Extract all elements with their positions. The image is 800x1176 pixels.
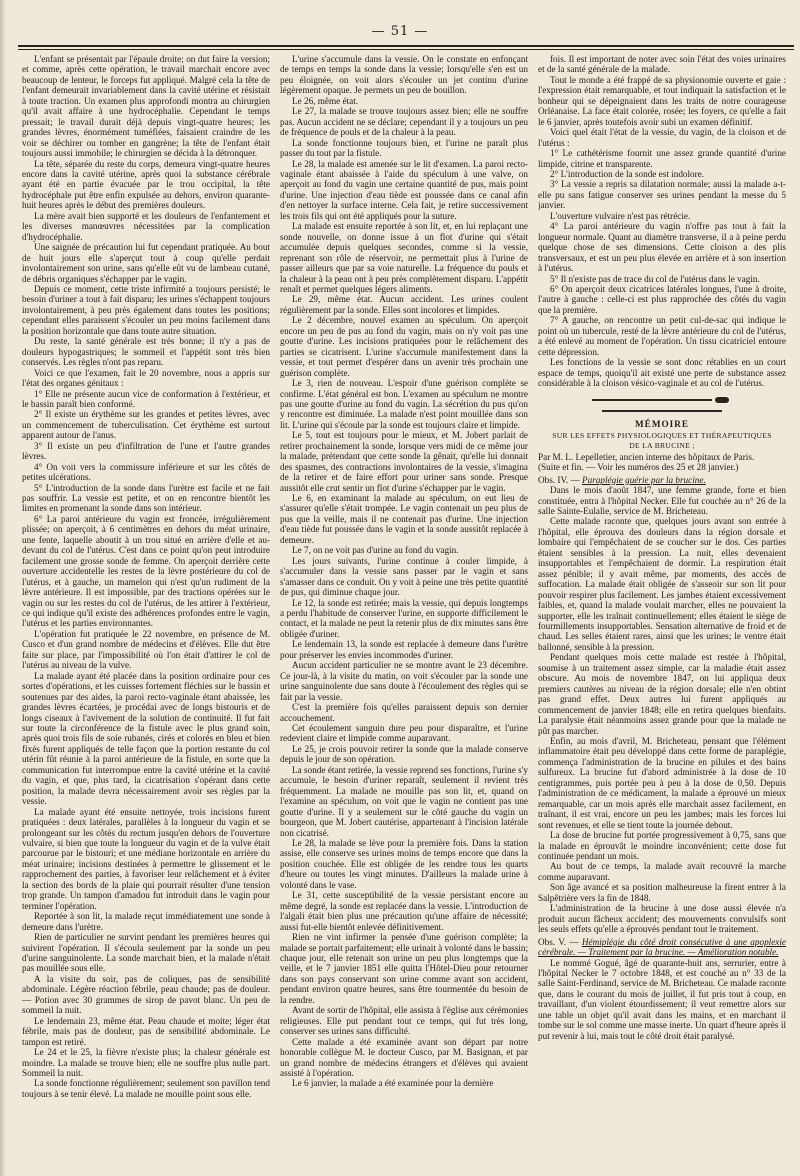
observation-label: Obs. V. —: [538, 936, 579, 947]
observation-4-heading: [538, 475, 786, 485]
paragraph: La sonde fonctionne régulièrement; seulement son pavillon tend toujours à se tenir élevé. La malade ne mouille point sous elle.: [22, 1078, 270, 1099]
paragraph: Au bout de ce temps, la malade avait recouvré la marche comme auparavant.: [538, 861, 786, 882]
paragraph: Le 29, même état. Aucun accident. Les urines coulent régulièrement par la sonde. Elles sont incolores et limpides.: [280, 294, 528, 315]
memoir-author: Par M. L. Lepelletier, ancien interne des hôpitaux de Paris.: [538, 451, 755, 462]
paragraph: C'est la première fois qu'elles paraissent depuis son dernier accouchement.: [280, 702, 528, 723]
paragraph: Enfin, au mois d'avril, M. Bricheteau, pensant que l'élément inflammatoire était peu développé dans cette forme de paraplégie, commença l'administration de la brucine en pilules et des bains sulfureux. La brucine fut d'abord administrée à la dose de 10 centigrammes, puis portée peu à peu à la dose de 0,50. Depuis l'administration de ce médicament, la malade a éprouvé un mieux remarquable, car un mois après elle marchait assez facilement, en traînant, il est vrai, encore un peu les jambes; mais les forces lui sont revenues, et elle se tient toute la journée debout.: [538, 736, 786, 830]
column-1: [22, 54, 270, 1164]
column-2: [280, 54, 528, 1164]
paragraph: La mère avait bien supporté et les douleurs de l'enfantement et les diverses manœuvres nécessitées par la complication d'hydrocéphalie.: [22, 210, 270, 242]
paragraph: 4° On voit vers la commissure inférieure et sur les côtés de petites ulcérations.: [22, 461, 270, 483]
paragraph: 5° Il n'existe pas de trace du col de l'utérus dans le vagin.: [550, 273, 760, 284]
paragraph: Le 27, la malade se trouve toujours assez bien; elle ne souffre pas. Aucun accident ne se déclare; cependant il y a toujours un peu de fréquence de pouls et de la chaleur à la peau.: [280, 106, 528, 138]
paragraph: Depuis ce moment, cette triste infirmité a toujours persisté; le besoin d'uriner a tout à fait disparu; les urines s'échappent toujours involontairement, à peu près également dans toutes les positions; cependant elles paraissent s'écouler un peu moins facilement dans la position horizontale que dans toute autre situation.: [22, 283, 270, 336]
paragraph: Le 28, la malade se lève pour la première fois. Dans la station assise, elle conserve ses urines moins de temps encore que dans la position couchée. Elle est obligée de les rendre tous les quarts d'heure ou toutes les vingt minutes. D'ailleurs la malade urine à volonté dans le vase.: [280, 837, 528, 890]
paragraph: 5° L'introduction de la sonde dans l'urètre est facile et ne fait pas souffrir. La vessie est petite, et on en rencontre bientôt les limites en promenant la sonde dans son intérieur.: [22, 482, 270, 514]
paragraph: Voici ce que l'examen, fait le 20 novembre, nous a appris sur l'état des organes génitaux :: [22, 367, 270, 389]
paragraph: 2° Il existe un érythème sur les grandes et petites lèvres, avec un commencement de tuberculisation. Cet érythème est surtout apparent autour de l'anus.: [22, 409, 270, 441]
paragraph: Le 31, cette susceptibilité de la vessie persistant encore au même degré, la sonde est replacée dans la vessie. L'introduction de l'algali était bien plus une précaution qu'une affaire de nécessité; aussi fut-elle bientôt enlevée définitivement.: [280, 890, 528, 932]
paragraph: Reportée à son lit, la malade reçut immédiatement une sonde à demeure dans l'urètre.: [22, 911, 270, 932]
paragraph: Le 3, rien de nouveau. L'espoir d'une guérison complète se confirme. L'état général est bon. L'examen au spéculum ne montre pas une goutte d'urine au fond du vagin. La sécrétion du pus qu'on y rencontre est diminuée. La malade n'est point mouillée dans son lit. L'urine qui s'écoule par la sonde est toujours claire et limpide.: [280, 378, 528, 430]
paragraph: Le 7, on ne voit pas d'urine au fond du vagin.: [292, 545, 459, 556]
paragraph: Tout le monde a été frappé de sa physionomie ouverte et gaie : l'expression était remarquable, et tout indiquait la satisfaction et le bonheur qui se dépeignaient dans les traits de notre courageuse Orléanaise. La face était colorée, rosée; les foyers, ce qu'elle a fait le 6 janvier, après toutefois avoir subi un examen définitif.: [538, 74, 786, 127]
paragraph: Le 25, je crois pouvoir retirer la sonde que la malade conserve depuis le jour de son opération.: [280, 743, 528, 765]
paragraph: Une saignée de précaution lui fut cependant pratiquée. Au bout de huit jours elle s'aperçut tout à coup qu'elle perdait involontairement son urine, sans qu'elle eût vu de lambeau cutané, de débris organiques s'échapper par le vagin.: [22, 242, 270, 284]
paragraph: Le lendemain 23, même état. Peau chaude et moite; léger état fébrile, mais pas de douleur, pas de sensibilité abdominale. Le tampon est retiré.: [22, 1015, 270, 1047]
paragraph: Rien de particulier ne survint pendant les premières heures qui suivirent l'opération. Il s'écoula seulement par la sonde un peu d'urine sanguinolente. La sonde marchait bien, et la malade n'était pas mouillée sous elle.: [22, 932, 270, 974]
paragraph: 1° Le cathétérisme fournit une assez grande quantité d'urine limpide, citrine et transparente.: [538, 148, 786, 169]
paragraph: Avant de sortir de l'hôpital, elle assista à l'église aux cérémonies religieuses. Elle put pendant tout ce temps, qui fut très long, conserver ses urines sans difficulté.: [280, 1005, 528, 1037]
paragraph: 3° La vessie a repris sa dilatation normale; aussi la malade a-t-elle pu sans fatigue conserver ses urines pendant la messe du 5 janvier.: [538, 179, 786, 211]
paragraph: Cette malade raconte que, quelques jours avant son entrée à l'hôpital, elle éprouva des douleurs dans la région dorsale et lombaire qui l'empêchaient de se coucher sur le dos. Ces parties étaient sensibles à la pression. La nuit, elles devenaient insupportables et l'empêchaient de dormir. La respiration était assez pénible; il y avait même, par moments, des accès de suffocation. La malade était obligée de s'asseoir sur son lit pour pouvoir respirer plus facilement. Les jambes étaient excessivement faibles, et, quand la malade voulait marcher, elles ne pouvaient la supporter, elle les traînait continuellement; elles étaient le siège de fourmillements insupportables. Sensation alternative de froid et de chaud. Les selles étaient rares, ainsi que les urines; le ventre était ballonné, sensible à la pression.: [538, 516, 786, 652]
paragraph: A la visite du soir, pas de coliques, pas de sensibilité abdominale. Légère réaction fébrile, peau chaude; pas de douleur. — Potion avec 30 grammes de sirop de pavot blanc. Un peu de sommeil la nuit.: [22, 973, 270, 1016]
header-rule: [18, 45, 794, 47]
memoir-subtitle-2: DE LA BRUCINE ;: [629, 441, 695, 451]
paragraph: 3° Il existe un peu d'infiltration de l'une et l'autre grandes lèvres.: [22, 440, 270, 462]
page-number: — 51 —: [371, 24, 429, 39]
observation-5-heading: [538, 937, 786, 958]
paragraph: 1° Elle ne présente aucun vice de conformation à l'extérieur, et le bassin paraît bien conformé.: [22, 388, 270, 409]
observation-title: Hémiplégie du côté droit consécutive à une apoplexie cérébrale. — Traitement par la brucine. — Amélioration notable.: [538, 936, 786, 958]
paragraph: Le 5, tout est toujours pour le mieux, et M. Jobert parlait de retirer prochainement la sonde, lorsque vers midi de ce même jour la malade, prétendant que cette sonde la gênait, qu'elle lui donnait des spasmes, des contractions involontaires de la vessie, s'imagina de la retirer et de faire effort pour uriner sans sonde. Presque aussitôt elle crut sentir un flot d'urine s'échapper par le vagin.: [280, 430, 528, 493]
paragraph: La malade ayant été ensuite nettoyée, trois incisions furent pratiquées : deux latérales, parallèles à la longueur du vagin et se prolongeant sur les côtés du rectum jusqu'en dehors de l'ouverture vulvaire, si bien que toute la longueur du vagin et de la vulve était parcourue par le bistouri; et une médiane horizontale en arrière du méat urinaire; incisions destinées à permettre le glissement et le rapprochement des parties, à favoriser leur relâchement et à éviter la section des bords de la plaie qui pourrait résulter d'une tension trop grande. Un tampon d'amadou fut introduit dans le vagin pour terminer l'opération.: [22, 806, 270, 911]
paragraph: 4° La paroi antérieure du vagin n'offre pas tout à fait la longueur normale. Quant au diamètre transverse, il a à peine perdu quelque chose de ses dimensions. Cette cloison a des plis transversaux, et est un peu plus élevée en arrière et à son insertion à l'utérus.: [538, 221, 786, 274]
memoir-continuation-note: (Suite et fin. — Voir les numéros des 25 et 28 janvier.): [538, 462, 739, 473]
paragraph: Rien ne vint infirmer la pensée d'une guérison complète; la malade se portait parfaitement; elle urinait à volonté dans le bassin; chaque jour, elle retenait son urine un peu plus longtemps que la veille, et le 7 janvier 1851 elle quitta l'Hôtel-Dieu pour retourner dans son pays conservant son urine comme avant son accident, pendant environ quatre heures, sans être tourmentée du besoin de la rendre.: [280, 932, 528, 1005]
paragraph: L'enfant se présentait par l'épaule droite; on dut faire la version; et comme, après cette opération, le travail marchait encore avec beaucoup de lenteur, le forceps fut appliqué. Malgré cela la tête de l'enfant demeurait invariablement dans la cavité utérine et résistait à toute traction. Un examen plus approfondi montra au chirurgien qu'il avait affaire à une hydrocéphalie. Cependant le temps pressait; le travail durait déjà depuis vingt-quatre heures; les grandes lèvres, énormément tuméfiées, faisaient craindre de les voir se déchirer ou tomber en gangrène; la tête de l'enfant était toujours aussi immobile; le chirurgien se décida à la détronquer.: [22, 54, 270, 159]
paragraph: Le 24 et le 25, la fièvre n'existe plus; la chaleur générale est moindre. La malade se trouve bien; elle ne souffre plus nulle part. Sommeil la nuit.: [22, 1047, 270, 1078]
page-binding-edge: [0, 0, 6, 1176]
paragraph: 7° A gauche, on rencontre un petit cul-de-sac qui indique le point où un tubercule, resté de la lèvre antérieure du col de l'utérus, a été enlevé au moment de l'opération. Un tissu cicatriciel entoure cette dépression.: [538, 315, 786, 357]
paragraph: Les jours suivants, l'urine continue à couler limpide, à s'accumuler dans la vessie sans passer par le vagin et sans s'amasser dans ce conduit. On y voit à peine une très petite quantité de pus, qui diminue chaque jour.: [280, 555, 528, 598]
paragraph: Les fonctions de la vessie se sont donc rétablies en un court espace de temps, quoiqu'il ait existé une perte de substance assez considérable à la cloison vésico-vaginale et au col de l'utérus.: [538, 357, 786, 389]
paragraph: La sonde étant retirée, la vessie reprend ses fonctions, l'urine s'y accumule, le besoin d'uriner reparaît, seulement il revient très fréquemment. La malade ne mouille pas son lit, et, quand on l'examine au spéculum, on voit que le vagin ne contient pas une goutte d'urine. Il y a seulement sur le côté gauche du vagin un bourgeon, que M. Jobert cautérise, appartenant à l'incision latérale non cicatrisé.: [280, 764, 528, 838]
paragraph: L'urine s'accumule dans la vessie. On le constate en enfonçant de temps en temps la sonde dans la vessie; lorsqu'elle s'en est un peu éloignée, on voit alors s'écouler un jet continu d'urine légèrement opaque. Je permets un peu de bouillon.: [280, 54, 528, 96]
paragraph: Cet écoulement sanguin dure peu pour disparaître, et l'urine redevient claire et limpide comme auparavant.: [280, 723, 528, 744]
paragraph: Le 12, la sonde est retirée; mais la vessie, qui depuis longtemps a perdu l'habitude de conserver l'urine, en supporte difficilement le contact, et la malade ne peut la retenir plus de dix minutes sans être obligée d'uriner.: [280, 597, 528, 639]
paragraph: La tête, séparée du reste du corps, demeura vingt-quatre heures encore dans la cavité utérine, après quoi la substance cérébrale ayant été en partie évacuée par le trou occipital, la tête hydrocéphale put être enfin expulsée au dehors, environ quarante-huit heures après le début des premières douleurs.: [22, 158, 270, 211]
paragraph: La sonde fonctionne toujours bien, et l'urine ne paraît plus passer du tout par la fistule.: [280, 137, 528, 159]
paragraph: Le lendemain 13, la sonde est replacée à demeure dans l'urètre pour préserver les envies incommodes d'uriner.: [280, 639, 528, 660]
observation-label: Obs. IV. —: [538, 474, 580, 485]
case-conclusion: [538, 54, 786, 389]
paragraph: Son âge avancé et sa position malheureuse la firent entrer à la Salpêtrière vers la fin de 1848.: [538, 882, 786, 903]
paragraph: La malade est ensuite reportée à son lit, et, en lui replaçant une sonde nouvelle, on donne issue à un flot d'urine qui s'était accumulée depuis quelques secondes, comme si la vessie, reprenant son rôle de réservoir, ne permettait plus à l'urine de passer ailleurs que par sa voie naturelle. La fréquence du pouls et la chaleur à la peau ont à peu près complètement disparu. L'appétit renaît et permet quelques légers aliments.: [280, 221, 528, 294]
paragraph: Le 26, même état.: [292, 95, 359, 106]
memoir-title: MÉMOIRE: [635, 419, 689, 430]
paragraph: 6° On aperçoit deux cicatrices latérales longues, l'une à droite, l'autre à gauche : celle-ci est plus rapprochée des côtés du vagin que la première.: [538, 283, 786, 315]
paragraph: Du reste, la santé générale est très bonne; il n'y a pas de douleurs hypogastriques; le sommeil et l'appétit sont très bien conservés. Les règles n'ont pas reparu.: [22, 336, 270, 368]
paragraph: Cette malade a été examinée avant son départ par notre honorable collègue M. le docteur Cusco, par M. Basignan, et par un grand nombre de médecins étrangers et d'élèves qui avaient assisté à l'opération.: [280, 1036, 528, 1078]
paragraph: La dose de brucine fut portée progressivement à 0,75, sans que la malade en éprouvât le moindre inconvénient; cette dose fut continuée pendant un mois.: [538, 830, 786, 861]
paragraph: Le nommé Gogué, âgé de quarante-huit ans, serrurier, entre à l'hôpital Necker le 7 octobre 1848, et est couché au n° 33 de la salle Saint-Ferdinand, service de M. Bricheteau. Ce malade raconte que, dans le courant du mois de juillet, il fut pris tout à coup, en travaillant, d'un violent étourdissement; il veut remettre alors sur une table un objet qu'il avait dans les mains, et en marchant il tombe sur le sol comme une masse inerte. Un quart d'heure après il put revenir à lui, mais tout le côté droit était paralysé.: [538, 957, 786, 1041]
observation-5-body: [538, 958, 786, 1042]
paragraph: Dans le mois d'août 1847, une femme grande, forte et bien constituée, entra à l'hôpital Necker. Elle fut couchée au n° 26 de la salle Sainte-Eulalie, service de M. Bricheteau.: [538, 485, 786, 517]
memoir-subtitle: SUR LES EFFETS PHYSIOLOGIQUES ET THÉRAPEUTIQUES: [552, 430, 772, 440]
paragraph: Aucun accident particulier ne se montre avant le 23 décembre. Ce jour-là, à la visite du matin, on voit s'écouler par la sonde une urine sanguinolente due sans doute à l'écoulement des règles qui se fait par la vessie.: [280, 660, 528, 702]
observation-4-body: [538, 485, 786, 934]
section-divider: [538, 395, 786, 416]
paragraph: Le 6, en examinant la malade au spéculum, on eut lieu de s'assurer qu'elle s'était trompée. Le vagin contenait un peu plus de pus que la veille, mais il ne contenait pas d'urine. Une injection d'eau tiède fut poussée dans le vagin et la sonde aussitôt replacée à demeure.: [280, 493, 528, 545]
paragraph: L'opération fut pratiquée le 22 novembre, en présence de M. Cusco et d'un grand nombre de médecins et d'élèves. Elle dut être faite sur place, par l'impossibilité où l'on était d'attirer le col de l'utérus au niveau de la vulve.: [22, 628, 270, 671]
paragraph: fois. Il est important de noter avec soin l'état des voies urinaires et de la santé générale de la malade.: [538, 54, 786, 75]
header-rule-thin: [18, 49, 794, 50]
paragraph: L'administration de la brucine à une dose aussi élevée n'a produit aucun fâcheux accident; des mouvements convulsifs sont les seuls effets qu'elle a éprouvés pendant tout le traitement.: [538, 903, 786, 935]
paragraph: L'ouverture vulvaire n'est pas rétrécie.: [550, 210, 691, 221]
paragraph: Pendant quelques mois cette malade est restée à l'hôpital, soumise à un traitement assez simple, car la maladie était assez obscure. Au mois de novembre 1847, on lui appliqua deux premiers cautères au niveau de la région dorsale; elle n'en obtint pas grand effet. Deux autres lui furent appliqués au commencement de janvier 1848; elle en retira quelques bienfaits. La paralysie était néanmoins assez grande pour que la malade ne pût pas marcher.: [538, 652, 786, 736]
paragraph: Le 6 janvier, la malade a été examinée pour la dernière: [292, 1078, 494, 1089]
observation-title: Paraplégie guérie par la brucine.: [582, 474, 706, 485]
paragraph: 6° La paroi antérieure du vagin est froncée, irrégulièrement plissée; on aperçoit, à 6 centimètres en dehors du méat urinaire, une fente, laquelle aboutit à un trou situé en arrière d'elle et au-devant du col de l'utérus. C'est dans ce point qu'on peut introduire facilement une grosse sonde de femme. On aperçoit derrière cette ouverture accidentelle les restes de la lèvre postérieure du col de l'utérus, et à gauche, un mamelon qui n'est qu'un rudiment de la lèvre antérieure. Il est impossible, par des tractions opérées sur le vagin ou sur les restes du col de l'utérus, de les attirer à l'extérieur, ce qui indique qu'il existe des adhérences profondes entre le vagin, l'utérus et les parties environnantes.: [22, 513, 270, 629]
paragraph: Le 2 décembre, nouvel examen au spéculum. On aperçoit encore un peu de pus au fond du vagin, mais on n'y voit pas une goutte d'urine. Les incisions pratiquées pour le relâchement des parties se cicatrisent. L'urine s'accumule manifestement dans la vessie, et tout permet d'espérer dans un avenir très prochain une guérison complète.: [280, 315, 528, 378]
paragraph: Le 28, la malade est amenée sur le lit d'examen. La paroi recto-vaginale étant abaissée à l'aide du spéculum à une valve, on aperçoit au fond du vagin une certaine quantité de pus, mais point d'urine. Une injection d'eau tiède est poussée dans ce canal afin d'en nettoyer la surface interne. Cela fait, je retire successivement les trois fils qui ont été appliqués pour la suture.: [280, 158, 528, 221]
column-3: [538, 54, 786, 1164]
paragraph: La malade ayant été placée dans la position ordinaire pour ces sortes d'opérations, et les cuisses fortement fléchies sur le bassin et soutenues par des aides, la paroi recto-vaginale étant abaissée, les grandes lèvres écartées, je procédai avec de longs bistouris et de longs ciseaux à l'avivement de la solution de continuité. Il fut fait sur toute la circonférence de la fistule avec le plus grand soin, après quoi trois fils de soie rubanés, cirés et colorés en bleu et bien fixés furent appliqués de telle façon que la portion restante du col utérin fût réunie à la paroi antérieure de la fistule, en sorte que la communication fut interrompue entre la cavité utérine et la cavité du vagin, et que, plus tard, la cicatrisation s'opérant dans cette position, la malade devra nécessairement avoir ses règles par la vessie.: [22, 670, 270, 807]
paragraph: 2° L'introduction de la sonde est indolore.: [550, 168, 705, 179]
paragraph: Voici quel était l'état de la vessie, du vagin, de la cloison et de l'utérus :: [538, 127, 786, 148]
